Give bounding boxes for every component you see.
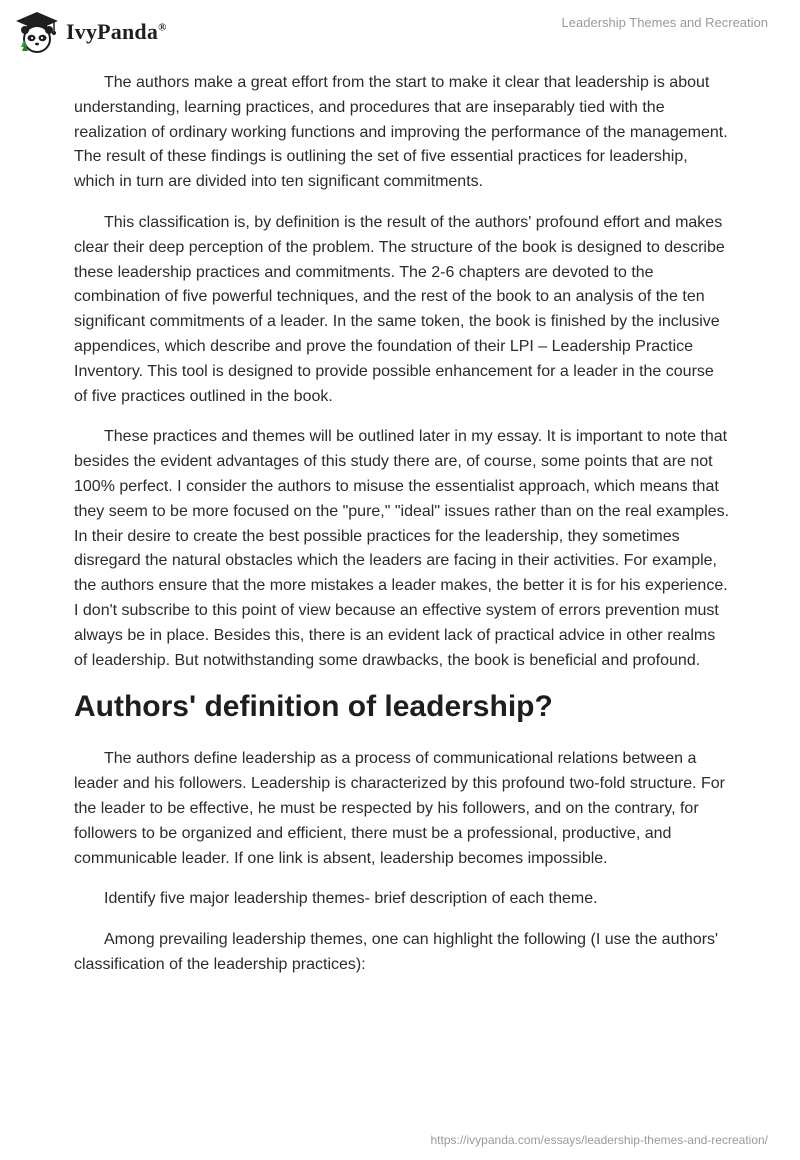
- page-header: [0, 0, 800, 60]
- ivypanda-logo[interactable]: [14, 10, 167, 54]
- source-url[interactable]: https://ivypanda.com/essays/leadership-themes-and-recreation/: [430, 1133, 768, 1147]
- paragraph: The authors make a great effort from the start to make it clear that leadership is about understanding, learning practices, and procedures that are inseparably tied with the realization of ordinary working functions and improving the performance of the management. The result of these findings is outlining the set of five essential practices for leadership, which in turn are divided into ten significant commitments.: [74, 74, 728, 191]
- document-title: Leadership Themes and Recreation: [561, 15, 768, 30]
- paragraph: Among prevailing leadership themes, one can highlight the following (I use the authors' classification of the leadership practices):: [74, 931, 719, 973]
- paragraph: The authors define leadership as a process of communicational relations between a leader and his followers. Leadership is characterized by this profound two-fold structure. For the leader to be effective, he must be respected by his followers, and on the contrary, for followers to be organized and efficient, there must be a professional, productive, and communicable leader. If one link is absent, leadership becomes impossible.: [74, 750, 725, 867]
- section-heading: Authors' definition of leadership?: [74, 690, 553, 724]
- logo-wordmark: IvyPanda®: [66, 19, 167, 44]
- essay-content: [74, 71, 730, 994]
- paragraph: These practices and themes will be outlined later in my essay. It is important to note that besides the evident advantages of this study there are, of course, some points that are not 100% perfect. I consider the authors to misuse the essentialist approach, which means that they seem to be more focused on the "pure," "ideal" issues rather than on the real examples. In their desire to create the best possible practices for the leadership, they sometimes disregard the natural obstacles which the leaders are facing in their activities. For example, the authors ensure that the more mistakes a leader makes, the better it is for his experience. I don't subscribe to this point of view because an effective system of errors prevention must always be in place. Besides this, there is an evident lack of practical advice in other realms of leadership. But notwithstanding some drawbacks, the book is beneficial and profound.: [74, 428, 730, 669]
- paragraph: This classification is, by definition is the result of the authors' profound effort and makes clear their deep perception of the problem. The structure of the book is designed to describe these leadership practices and commitments. The 2-6 chapters are devoted to the combination of five powerful techniques, and the rest of the book to an analysis of the ten significant commitments of a leader. In the same token, the book is finished by the inclusive appendices, which describe and prove the foundation of their LPI – Leadership Practice Inventory. This tool is designed to provide possible enhancement for a leader in the course of five practices outlined in the book.: [74, 213, 725, 405]
- paragraph: Identify five major leadership themes- brief description of each theme.: [104, 890, 598, 908]
- panda-graduation-cap-icon: [14, 10, 60, 54]
